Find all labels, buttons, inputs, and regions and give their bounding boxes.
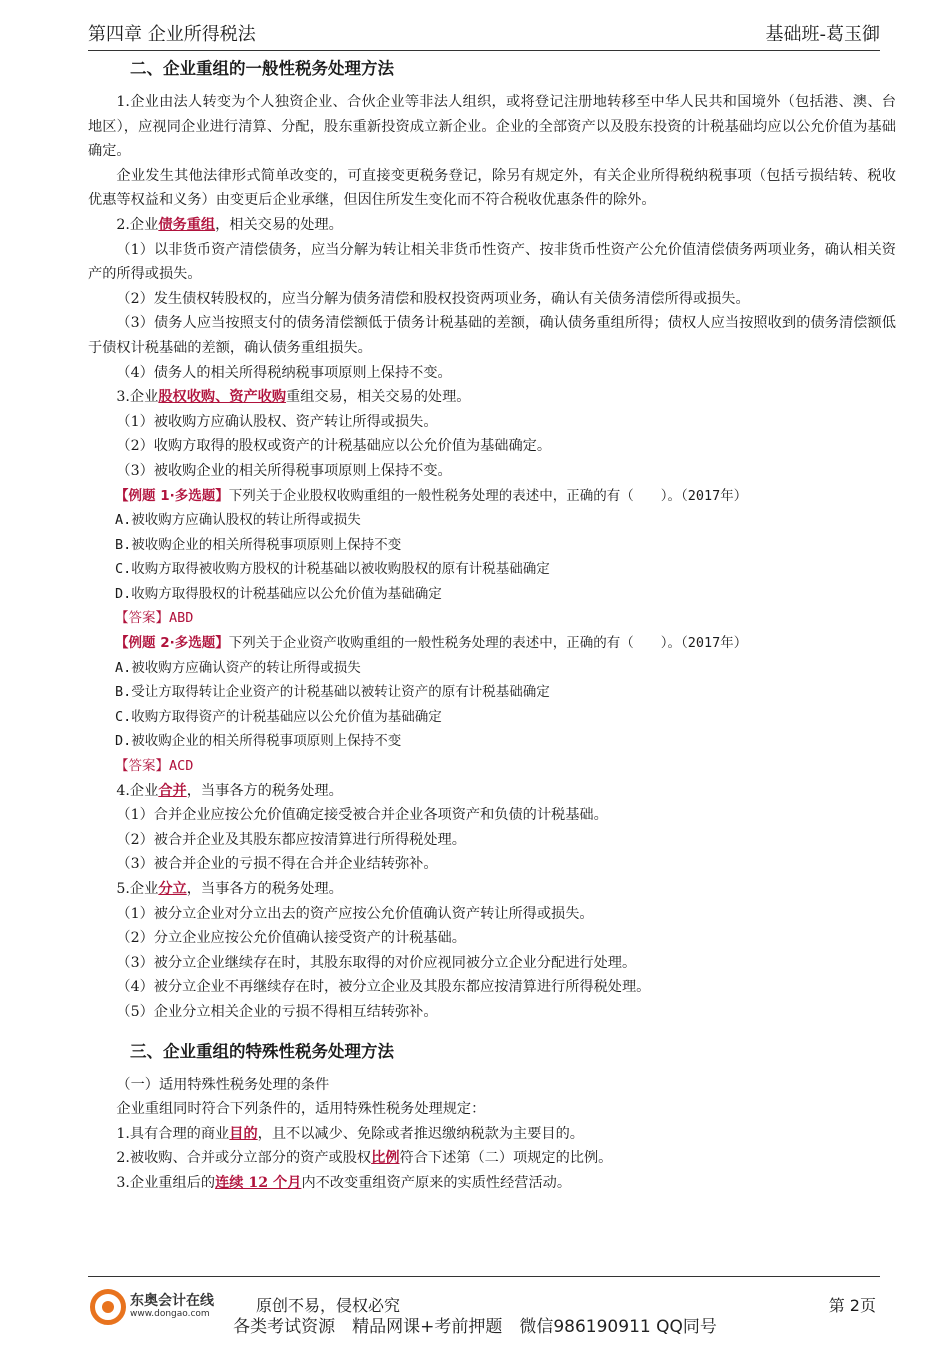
paragraph: （1）被分立企业对分立出去的资产应按公允价值确认资产转让所得或损失。 — [116, 905, 594, 922]
keyword-merger: 合并 — [158, 782, 187, 799]
keyword-acquisition: 股权收购、资产收购 — [158, 389, 287, 406]
page-header — [88, 10, 880, 51]
example-option: A.被收购方应确认资产的转让所得或损失 — [115, 659, 361, 676]
example-option: D.被收购企业的相关所得税事项原则上保持不变 — [115, 733, 402, 750]
example-option: C.收购方取得资产的计税基础应以公允价值为基础确定 — [115, 708, 442, 725]
paragraph: 2.被收购、合并或分立部分的资产或股权比例符合下述第（二）项规定的比例。 — [116, 1150, 613, 1167]
paragraph: 4.企业合并，当事各方的税务处理。 — [116, 782, 343, 799]
paragraph: （3）被收购企业的相关所得税事项原则上保持不变。 — [116, 462, 452, 479]
example-2-question: 【例题 2·多选题】下列关于企业资产收购重组的一般性税务处理的表述中，正确的有（ ）。（2017年） — [115, 635, 748, 652]
document-body — [88, 56, 896, 1196]
keyword-split: 分立 — [158, 881, 187, 897]
page-number: 第 2页 — [828, 1296, 876, 1315]
paragraph: （3）被分立企业继续存在时，其股东取得的对价应视同被分立企业分配进行处理。 — [116, 954, 637, 971]
example-option: D.收购方取得股权的计税基础应以公允价值为基础确定 — [115, 585, 442, 602]
example-1-question: 【例题 1·多选题】下列关于企业股权收购重组的一般性税务处理的表述中，正确的有（ ）。（2017年） — [115, 487, 748, 504]
example-option: B.被收购企业的相关所得税事项原则上保持不变 — [115, 536, 402, 553]
paragraph: 1.企业由法人转变为个人独资企业、合伙企业等非法人组织，或将登记注册地转移至中华人民共和国境外（包括港、澳、台地区），应视同企业进行清算、分配，股东重新投资成立新企业。企业的全部资产以及股东投资的计税基础均应以公允价值为基础确定。 — [88, 94, 896, 160]
example-2-answer: 【答案】ACD — [115, 758, 194, 775]
example-option: C.收购方取得被收购方股权的计税基础以被收购股权的原有计税基础确定 — [115, 561, 550, 578]
paragraph: （2）发生债权转股权的，应当分解为债务清偿和股权投资两项业务，确认有关债务清偿所得或损失。 — [116, 290, 750, 307]
copyright-slogan: 原创不易，侵权必究 — [256, 1296, 401, 1315]
section-2-title: 二、企业重组的一般性税务处理方法 — [130, 59, 394, 78]
logo-name: 东奥会计在线 — [130, 1293, 214, 1309]
paragraph: 企业发生其他法律形式简单改变的，可直接变更税务登记，除另有规定外，有关企业所得税纳税事项（包括亏损结转、税收优惠等权益和义务）由变更后企业承继，但因住所发生变化而不符合税收优惠条件的除外。 — [88, 167, 896, 209]
paragraph: 5.企业分立，当事各方的税务处理。 — [116, 881, 343, 897]
section-3-title: 三、企业重组的特殊性税务处理方法 — [130, 1041, 394, 1061]
example-option: A.被收购方应确认股权的转让所得或损失 — [115, 512, 361, 529]
paragraph: 3.企业股权收购、资产收购重组交易，相关交易的处理。 — [116, 389, 471, 406]
paragraph: 2.企业债务重组，相关交易的处理。 — [116, 216, 343, 233]
paragraph: 企业重组同时符合下列条件的，适用特殊性税务处理规定： — [116, 1101, 486, 1118]
paragraph: （4）债务人的相关所得税纳税事项原则上保持不变。 — [116, 364, 452, 381]
paragraph: （2）被合并企业及其股东都应按清算进行所得税处理。 — [116, 831, 466, 848]
logo-url: www.dongao.com — [130, 1309, 210, 1319]
paragraph: （2）分立企业应按公允价值确认接受资产的计税基础。 — [116, 930, 466, 947]
keyword-purpose: 目的 — [229, 1125, 258, 1142]
paragraph: （1）被收购方应确认股权、资产转让所得或损失。 — [116, 413, 438, 430]
paragraph: 3.企业重组后的连续 12 个月内不改变重组资产原来的实质性经营活动。 — [116, 1174, 572, 1191]
paragraph: 1.具有合理的商业目的，且不以减少、免除或者推迟缴纳税款为主要目的。 — [116, 1125, 584, 1142]
watermark-text: 各类考试资源 精品网课+考前押题 微信986190911 QQ同号 — [233, 1317, 717, 1337]
paragraph: （4）被分立企业不再继续存在时，被分立企业及其股东都应按清算进行所得税处理。 — [116, 979, 651, 996]
paragraph: （2）收购方取得的股权或资产的计税基础应以公允价值为基础确定。 — [116, 438, 552, 455]
example-1-tag: 【例题 1·多选题】 — [115, 487, 229, 504]
subsection-title: （一）适用特殊性税务处理的条件 — [116, 1076, 330, 1093]
chapter-title: 第四章 企业所得税法 — [88, 24, 256, 45]
paragraph: （5）企业分立相关企业的亏损不得相互结转弥补。 — [116, 1003, 438, 1020]
example-2-tag: 【例题 2·多选题】 — [115, 635, 229, 652]
keyword-debt-restructuring: 债务重组 — [158, 216, 216, 233]
example-1-answer: 【答案】ABD — [115, 610, 194, 627]
keyword-12-months: 连续 12 个月 — [215, 1174, 302, 1191]
course-name: 基础班-葛玉御 — [765, 24, 880, 45]
paragraph: （3）被合并企业的亏损不得在合并企业结转弥补。 — [116, 856, 438, 873]
keyword-ratio: 比例 — [371, 1150, 400, 1167]
paragraph: （1）合并企业应按公允价值确定接受被合并企业各项资产和负债的计税基础。 — [116, 807, 608, 824]
paragraph: （3）债务人应当按照支付的债务清偿额低于债务计税基础的差额，确认债务重组所得；债权人应当按照收到的债务清偿额低于债权计税基础的差额，确认债务重组损失。 — [88, 315, 896, 356]
example-option: B.受让方取得转让企业资产的计税基础以被转让资产的原有计税基础确定 — [115, 684, 550, 701]
paragraph: （1）以非货币资产清偿债务，应当分解为转让相关非货币性资产、按非货币性资产公允价值清偿债务两项业务，确认相关资产的所得或损失。 — [88, 241, 896, 283]
